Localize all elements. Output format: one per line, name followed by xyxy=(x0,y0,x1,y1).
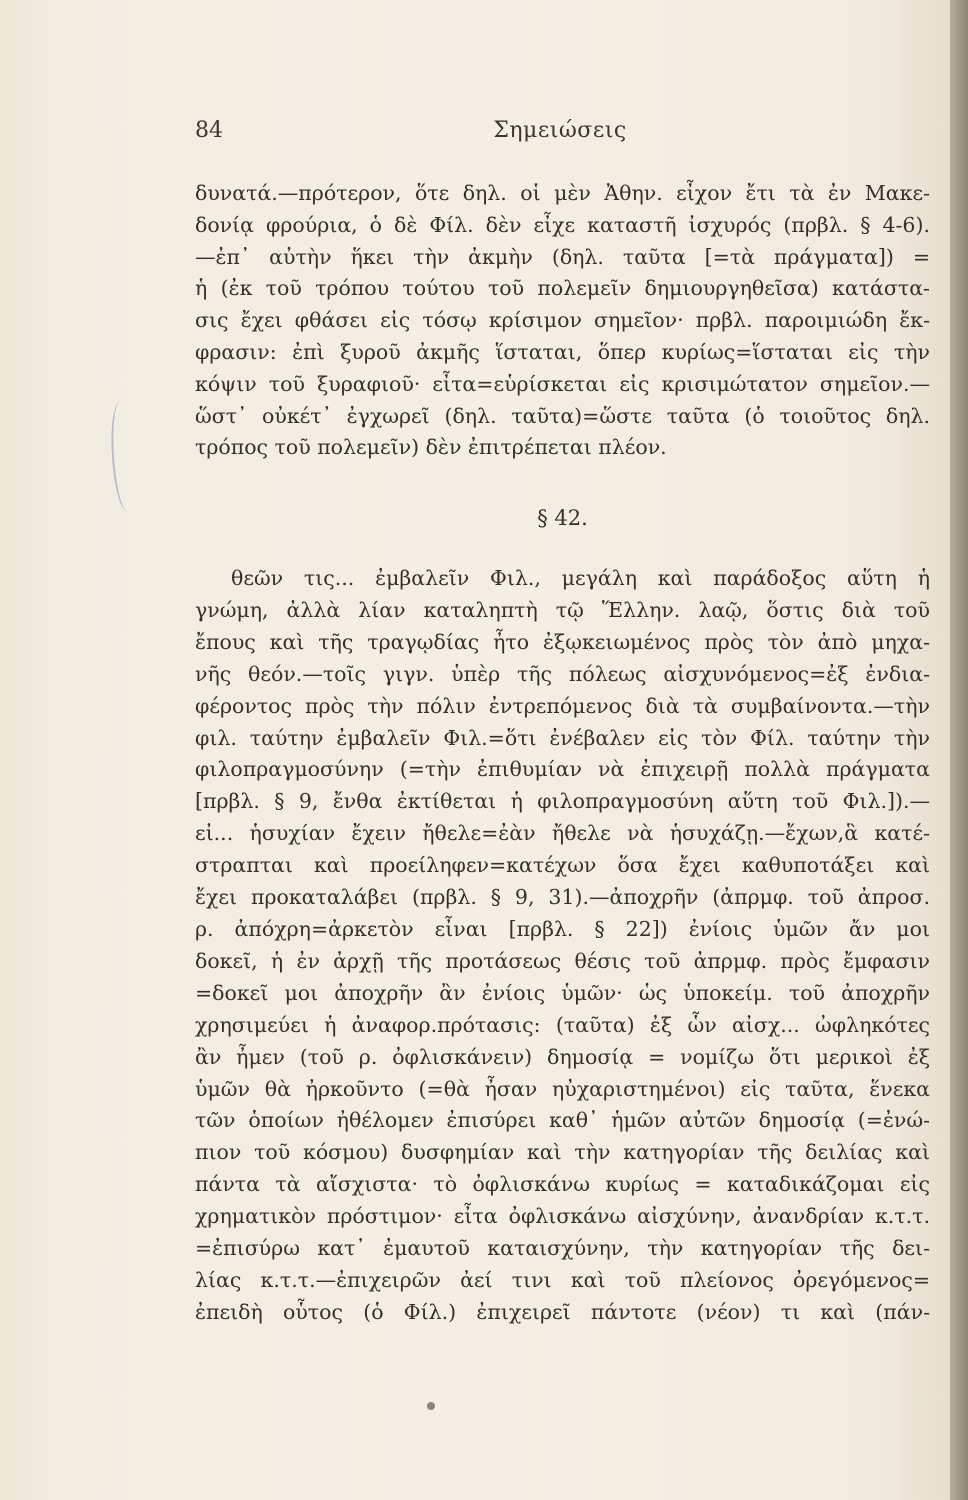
pencil-margin-mark xyxy=(108,401,140,512)
text-line: ρ. ἀπόχρη=ἀρκετὸν εἶναι [πρβλ. § 22]) ἐνίοις ὑμῶν ἄν μοι xyxy=(195,916,930,941)
text-line: δονίᾳ φρούρια, ὁ δὲ Φίλ. δὲν εἶχε καταστῆ ἰσχυρός (πρβλ. § 4-6). xyxy=(195,212,930,237)
text-line: εἰ... ἡσυχίαν ἔχειν ἤθελε=ἐὰν ἤθελε νὰ ἡσυχάζῃ.—ἔχων,ἃ κατέ- xyxy=(195,821,930,846)
text-line: χρησιμεύει ἡ ἀναφορ.πρότασις: (ταῦτα) ἐξ ὧν αἰσχ... ὠφληκότες xyxy=(195,1012,930,1037)
text-line: δυνατά.—πρότερον, ὅτε δηλ. οἱ μὲν Ἀθην. εἶχον ἔτι τὰ ἐν Μακε- xyxy=(195,181,930,205)
text-line: δοκεῖ, ἡ ἐν ἀρχῇ τῆς προτάσεως θέσις τοῦ ἀπρμφ. πρὸς ἔμφασιν xyxy=(195,948,930,973)
page-number: 84 xyxy=(195,118,223,143)
text-line: —ἐπ᾽ αὐτὴν ἥκει τὴν ἀκμὴν (δηλ. ταῦτα [=τὰ πράγματα]) = xyxy=(195,244,930,269)
text-line: φιλ. ταύτην ἐμβαλεῖν Φιλ.=ὅτι ἐνέβαλεν εἰς τὸν Φίλ. ταύτην τὴν xyxy=(195,725,930,750)
running-header xyxy=(195,118,925,158)
text-line: =ἐπισύρω κατ᾽ ἐμαυτοῦ καταισχύνην, τὴν κατηγορίαν τῆς δει- xyxy=(195,1236,930,1261)
text-line: ἡ (ἐκ τοῦ τρόπου τούτου τοῦ πολεμεῖν δημιουργηθεῖσα) κατάστα- xyxy=(195,276,930,301)
text-line: φρασιν: ἐπὶ ξυροῦ ἀκμῆς ἵσταται, ὅπερ κυρίως=ἵσταται εἰς τὴν xyxy=(195,339,930,364)
text-line: [πρβλ. § 9, ἔνθα ἐκτίθεται ἡ φιλοπραγμοσύνη αὕτη τοῦ Φιλ.]).— xyxy=(195,789,930,814)
text-line: ἂν ἦμεν (τοῦ ρ. ὀφλισκάνειν) δημοσίᾳ = νομίζω ὅτι μερικοὶ ἐξ xyxy=(195,1044,930,1069)
commentary-paragraph-2 xyxy=(195,563,930,1329)
text-line: ἐπειδὴ οὗτος (ὁ Φίλ.) ἐπιχειρεῖ πάντοτε (νέον) τι καὶ (πάν- xyxy=(195,1299,930,1324)
text-line: νῆς θεόν.—τοῖς γιγν. ὑπὲρ τῆς πόλεως αἰσχυνόμενος=ἐξ ἐνδια- xyxy=(195,661,930,686)
text-line: ὥστ᾽ οὐκέτ᾽ ἐγχωρεῖ (δηλ. ταῦτα)=ὥστε ταῦτα (ὁ τοιοῦτος δηλ. xyxy=(195,403,930,428)
text-line: τῶν ὁποίων ἠθέλομεν ἐπισύρει καθ᾽ ἡμῶν αὐτῶν δημοσίᾳ (=ἐνώ- xyxy=(195,1108,930,1133)
page-edge-shadow xyxy=(950,0,968,1500)
text-line: ἔχει προκαταλάβει (πρβλ. § 9, 31).—ἀποχρῆν (ἀπρμφ. τοῦ ἀπροσ. xyxy=(195,885,930,910)
text-line: τρόπος τοῦ πολεμεῖν) δὲν ἐπιτρέπεται πλέον. xyxy=(195,435,667,460)
text-line: =δοκεῖ μοι ἀποχρῆν ἂν ἐνίοις ὑμῶν· ὡς ὑποκείμ. τοῦ ἀποχρῆν xyxy=(195,980,930,1005)
commentary-paragraph-1 xyxy=(195,178,930,464)
text-line: λίας κ.τ.τ.—ἐπιχειρῶν ἀεί τινι καὶ τοῦ πλείονος ὀρεγόμενος= xyxy=(195,1267,930,1292)
text-line: φέροντος πρὸς τὴν πόλιν ἐντρεπόμενος διὰ τὰ συμβαίνοντα.—τὴν xyxy=(195,693,930,718)
text-line: πιον τοῦ κόσμου) δυσφημίαν καὶ τὴν κατηγορίαν τῆς δειλίας καὶ xyxy=(195,1140,930,1165)
text-line: γνώμη, ἀλλὰ λίαν καταληπτὴ τῷ Ἕλλην. λαῷ, ὅστις διὰ τοῦ xyxy=(195,597,930,622)
section-heading: § 42. xyxy=(537,506,588,530)
ink-dot-mark xyxy=(427,1402,435,1410)
running-title: Σημειώσεις xyxy=(493,118,627,143)
text-line: κόψιν τοῦ ξυραφιοῦ· εἶτα=εὑρίσκεται εἰς κρισιμώτατον σημεῖον.— xyxy=(195,371,930,396)
text-line: ἔπους καὶ τῆς τραγῳδίας ἦτο ἐξῳκειωμένος πρὸς τὸν ἀπὸ μηχα- xyxy=(195,629,930,654)
text-line: χρηματικὸν πρόστιμον· εἶτα ὀφλισκάνω αἰσχύνην, ἀνανδρίαν κ.τ.τ. xyxy=(195,1204,930,1229)
text-line: στραπται καὶ προείληφεν=κατέχων ὅσα ἔχει καθυποτάξει καὶ xyxy=(195,853,930,878)
text-line: πάντα τὰ αἴσχιστα· τὸ ὀφλισκάνω κυρίως = καταδικάζομαι εἰς xyxy=(195,1172,930,1197)
text-line: θεῶν τις... ἐμβαλεῖν Φιλ., μεγάλη καὶ παράδοξος αὕτη ἡ xyxy=(231,566,930,590)
text-line: σις ἔχει φθάσει εἰς τόσῳ κρίσιμον σημεῖον· πρβλ. παροιμιώδη ἔκ- xyxy=(195,308,930,333)
text-line: φιλοπραγμοσύνην (=τὴν ἐπιθυμίαν νὰ ἐπιχειρῇ πολλὰ πράγματα xyxy=(195,757,930,782)
text-line: ὑμῶν θὰ ἠρκοῦντο (=θὰ ἦσαν ηὐχαριστημένοι) εἰς ταῦτα, ἕνεκα xyxy=(195,1076,930,1101)
